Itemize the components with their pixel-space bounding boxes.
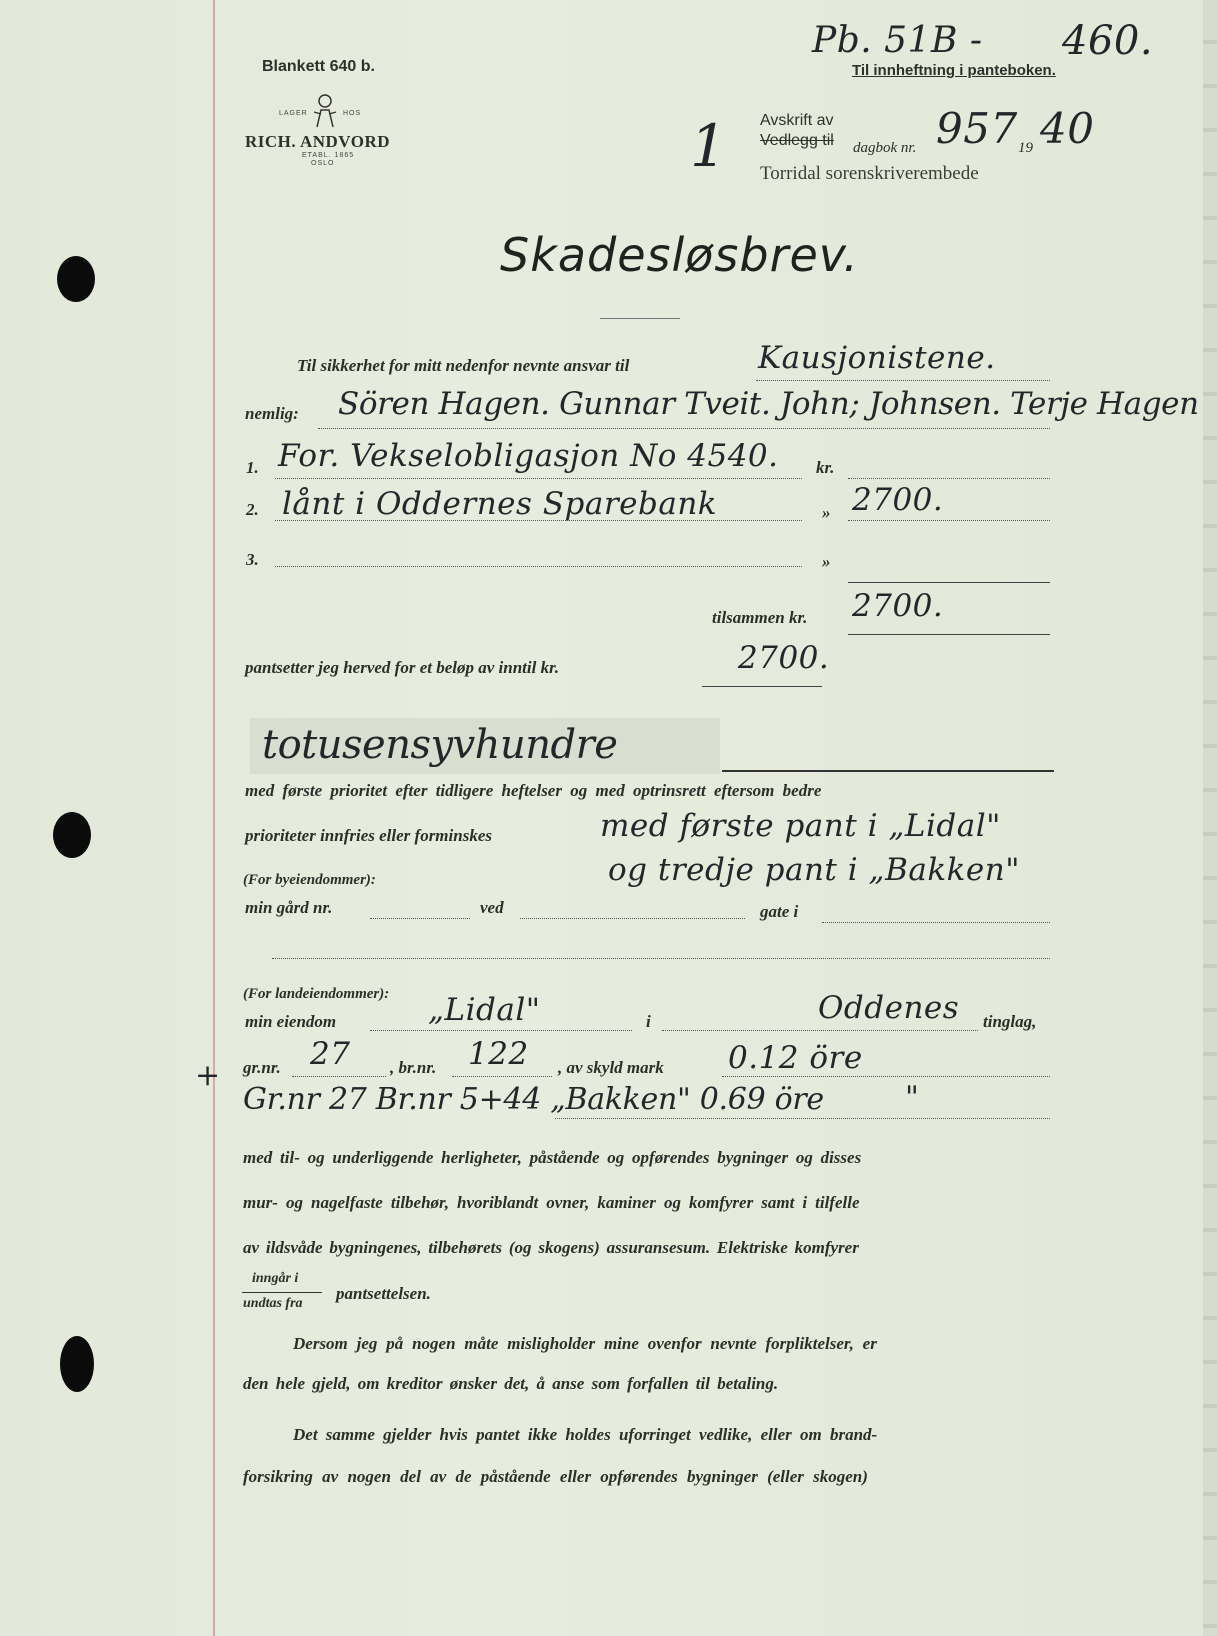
document-title: Skadesløsbrev. bbox=[500, 228, 859, 282]
title-rule bbox=[600, 318, 680, 319]
total-label: tilsammen kr. bbox=[712, 608, 808, 627]
option-divider bbox=[242, 1292, 322, 1293]
address-line bbox=[272, 958, 1050, 959]
body-line: Det samme gjelder hvis pantet ikke holdes uforringet vedlike, eller om brand- bbox=[293, 1425, 878, 1444]
total-value: 2700. bbox=[852, 588, 944, 624]
total-line bbox=[848, 634, 1050, 635]
ved-line bbox=[520, 918, 745, 919]
tinglag-value: Oddenes bbox=[818, 990, 960, 1026]
eiendom-value: „Lidal" bbox=[428, 992, 541, 1028]
landeiendom-header: (For landeiendommer): bbox=[243, 986, 390, 1002]
amount-line bbox=[848, 478, 1050, 479]
amount-in-words: totusensyvhundre bbox=[262, 722, 618, 768]
item-number: 2. bbox=[246, 500, 259, 519]
brnr-label: , br.nr. bbox=[390, 1058, 437, 1077]
item-text: For. Vekselobligasjon No 4540. bbox=[278, 438, 779, 474]
nemlig-value: Sören Hagen. Gunnar Tveit. John; Johnsen. Terje Hagen bbox=[338, 386, 1199, 422]
dagbok-year-prefix: 19 bbox=[1018, 140, 1033, 156]
volume-reference: Pb. 51B - bbox=[812, 20, 983, 61]
eiendom-line bbox=[370, 1030, 632, 1031]
page-edge bbox=[1203, 0, 1217, 1636]
ditto-mark: " bbox=[905, 1080, 920, 1115]
item-line bbox=[275, 478, 802, 479]
body-line: med til- og underliggende herligheter, påstående og opførendes bygninger og disses bbox=[243, 1148, 862, 1167]
item-unit: » bbox=[822, 552, 831, 571]
body-line: Dersom jeg på nogen måte misligholder mine ovenfor nevnte forpliktelser, er bbox=[293, 1334, 877, 1353]
form-number: Blankett 640 b. bbox=[262, 58, 375, 75]
page-number: 460. bbox=[1062, 18, 1154, 64]
skyld-value: 0.12 öre bbox=[728, 1040, 863, 1076]
skyld-line bbox=[722, 1076, 1050, 1077]
nemlig-label: nemlig: bbox=[245, 404, 299, 423]
figure-emblem-icon bbox=[311, 92, 339, 128]
pledge-value: 2700. bbox=[738, 640, 830, 676]
gard-line bbox=[370, 918, 470, 919]
pledge-label: pantsetter jeg herved for et beløp av inntil kr. bbox=[245, 658, 560, 677]
amount-line bbox=[848, 582, 1050, 583]
plus-mark: + bbox=[195, 1058, 221, 1093]
extra-property-line: Gr.nr 27 Br.nr 5+44 „Bakken" 0.69 öre bbox=[243, 1082, 824, 1117]
body-line: forsikring av nogen del av de påstående eller opførendes bygninger (eller skogen) bbox=[243, 1467, 868, 1486]
eiendom-label: min eiendom bbox=[245, 1012, 337, 1031]
dagbok-year: 40 bbox=[1040, 104, 1095, 153]
margin-rule bbox=[213, 0, 215, 1636]
intro-label: Til sikkerhet for mitt nedenfor nevnte ansvar til bbox=[297, 356, 630, 375]
gate-label: gate i bbox=[760, 902, 799, 921]
priority-label: prioriteter innfries eller forminskes bbox=[245, 826, 492, 845]
priority-value-2: og tredje pant i „Bakken" bbox=[608, 852, 1020, 888]
dagbok-number: 957 bbox=[936, 104, 1018, 153]
gate-line bbox=[822, 922, 1050, 923]
byeiendom-header: (For byeiendommer): bbox=[243, 872, 376, 888]
amount-words-line bbox=[722, 770, 1054, 772]
priority-value-1: med første pant i „Lidal" bbox=[600, 808, 1001, 844]
brnr-value: 122 bbox=[468, 1036, 529, 1072]
tinglag-line bbox=[662, 1030, 978, 1031]
skyld-label: , av skyld mark bbox=[558, 1058, 664, 1077]
pledge-line bbox=[702, 686, 822, 687]
grnr-label: gr.nr. bbox=[243, 1058, 281, 1077]
item-line bbox=[275, 520, 802, 521]
punch-hole bbox=[60, 1336, 94, 1392]
creditor-line bbox=[756, 380, 1050, 381]
item-amount: 2700. bbox=[852, 482, 944, 518]
punch-hole bbox=[57, 256, 95, 302]
brnr-line bbox=[452, 1076, 552, 1077]
inngar-option: inngår i bbox=[252, 1271, 299, 1286]
item-number: 1. bbox=[246, 458, 259, 477]
vedlegg-label: Vedlegg til bbox=[760, 132, 834, 149]
gard-label: min gård nr. bbox=[245, 898, 333, 917]
nemlig-line bbox=[318, 428, 1050, 429]
undtas-option: undtas fra bbox=[243, 1296, 303, 1311]
item-line bbox=[275, 566, 802, 567]
creditor-value: Kausjonistene. bbox=[758, 340, 996, 376]
body-line: den hele gjeld, om kreditor ønsker det, å anse som forfallen til betaling. bbox=[243, 1374, 779, 1393]
body-line: mur- og nagelfaste tilbehør, hvoriblandt ovner, kaminer og komfyrer samt i tilfelle bbox=[243, 1193, 860, 1212]
priority-line-1: med første prioritet efter tidligere heftelser og med optrinsrett eftersom bedre bbox=[245, 781, 822, 800]
margin-mark: 1 bbox=[690, 112, 728, 180]
punch-hole bbox=[53, 812, 91, 858]
i-label: i bbox=[646, 1012, 651, 1031]
avskrift-label: Avskrift av bbox=[760, 112, 834, 129]
andvord-logo: LAGER HOS RICH. ANDVORD ETABL. 1865 OSLO bbox=[245, 92, 395, 172]
item-unit: kr. bbox=[816, 458, 835, 477]
body-line: av ildsvåde bygningenes, tilbehørets (og skogens) assuransesum. Elektriske komfyrer bbox=[243, 1238, 859, 1257]
extra-line bbox=[555, 1118, 1050, 1119]
dagbok-label: dagbok nr. bbox=[853, 140, 917, 156]
item-text: lånt i Oddernes Sparebank bbox=[282, 486, 718, 522]
amount-line bbox=[848, 520, 1050, 521]
pantsettelsen-text: pantsettelsen. bbox=[336, 1284, 431, 1303]
tinglag-label: tinglag, bbox=[983, 1012, 1037, 1031]
court-office: Torridal sorenskriverembede bbox=[760, 163, 979, 184]
grnr-value: 27 bbox=[310, 1036, 351, 1072]
item-number: 3. bbox=[246, 550, 259, 569]
ved-label: ved bbox=[480, 898, 504, 917]
filing-instruction: Til innheftning i panteboken. bbox=[852, 62, 1056, 79]
item-unit: » bbox=[822, 503, 831, 522]
grnr-line bbox=[292, 1076, 386, 1077]
